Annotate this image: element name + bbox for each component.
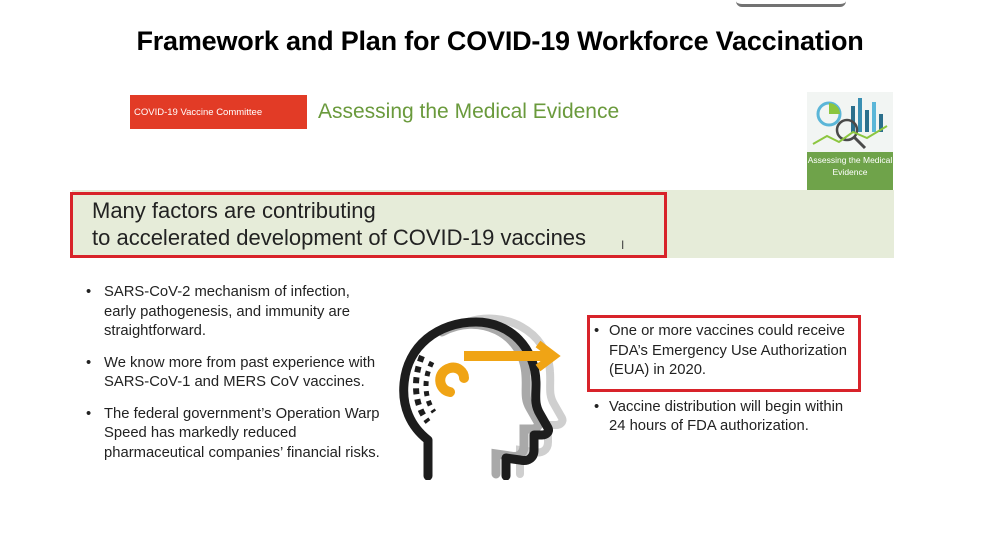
committee-badge (130, 95, 307, 129)
thumbnail-label: Assessing the Medical Evidence (807, 152, 893, 190)
banner-line-1: Many factors are contributing (92, 198, 376, 223)
page-title: Framework and Plan for COVID-19 Workforce Vaccination (136, 26, 864, 56)
banner-line-2: to accelerated development of COVID-19 vaccines (92, 225, 587, 250)
list-item: • One or more vaccines could receive FDA’s Emergency Use Authorization (EUA) in 2020. (592, 322, 862, 381)
list-item: • SARS-CoV-2 mechanism of infection, early pathogenesis, and immunity are straightforward. (84, 283, 384, 342)
list-item: • Vaccine distribution will begin within 24 hours of FDA authorization. (592, 398, 862, 437)
right-bullet-list (592, 322, 862, 437)
text-cursor-icon: I (621, 238, 625, 252)
left-bullet-list (84, 283, 384, 475)
section-thumbnail (807, 92, 893, 190)
head-with-arrow-icon (398, 300, 578, 480)
committee-badge-text: COVID-19 Vaccine Committee (134, 106, 263, 118)
chart-thumbnail-icon (807, 92, 893, 154)
list-item: • We know more from past experience with SARS-CoV-1 and MERS CoV vaccines. (84, 354, 384, 393)
section-heading: Assessing the Medical Evidence (318, 100, 620, 123)
headline-highlight-box (70, 192, 667, 258)
list-item: • The federal government’s Operation Warp Speed has markedly reduced pharmaceutical companies’ financial risks. (84, 405, 384, 464)
cropped-top-stroke (736, 0, 846, 7)
